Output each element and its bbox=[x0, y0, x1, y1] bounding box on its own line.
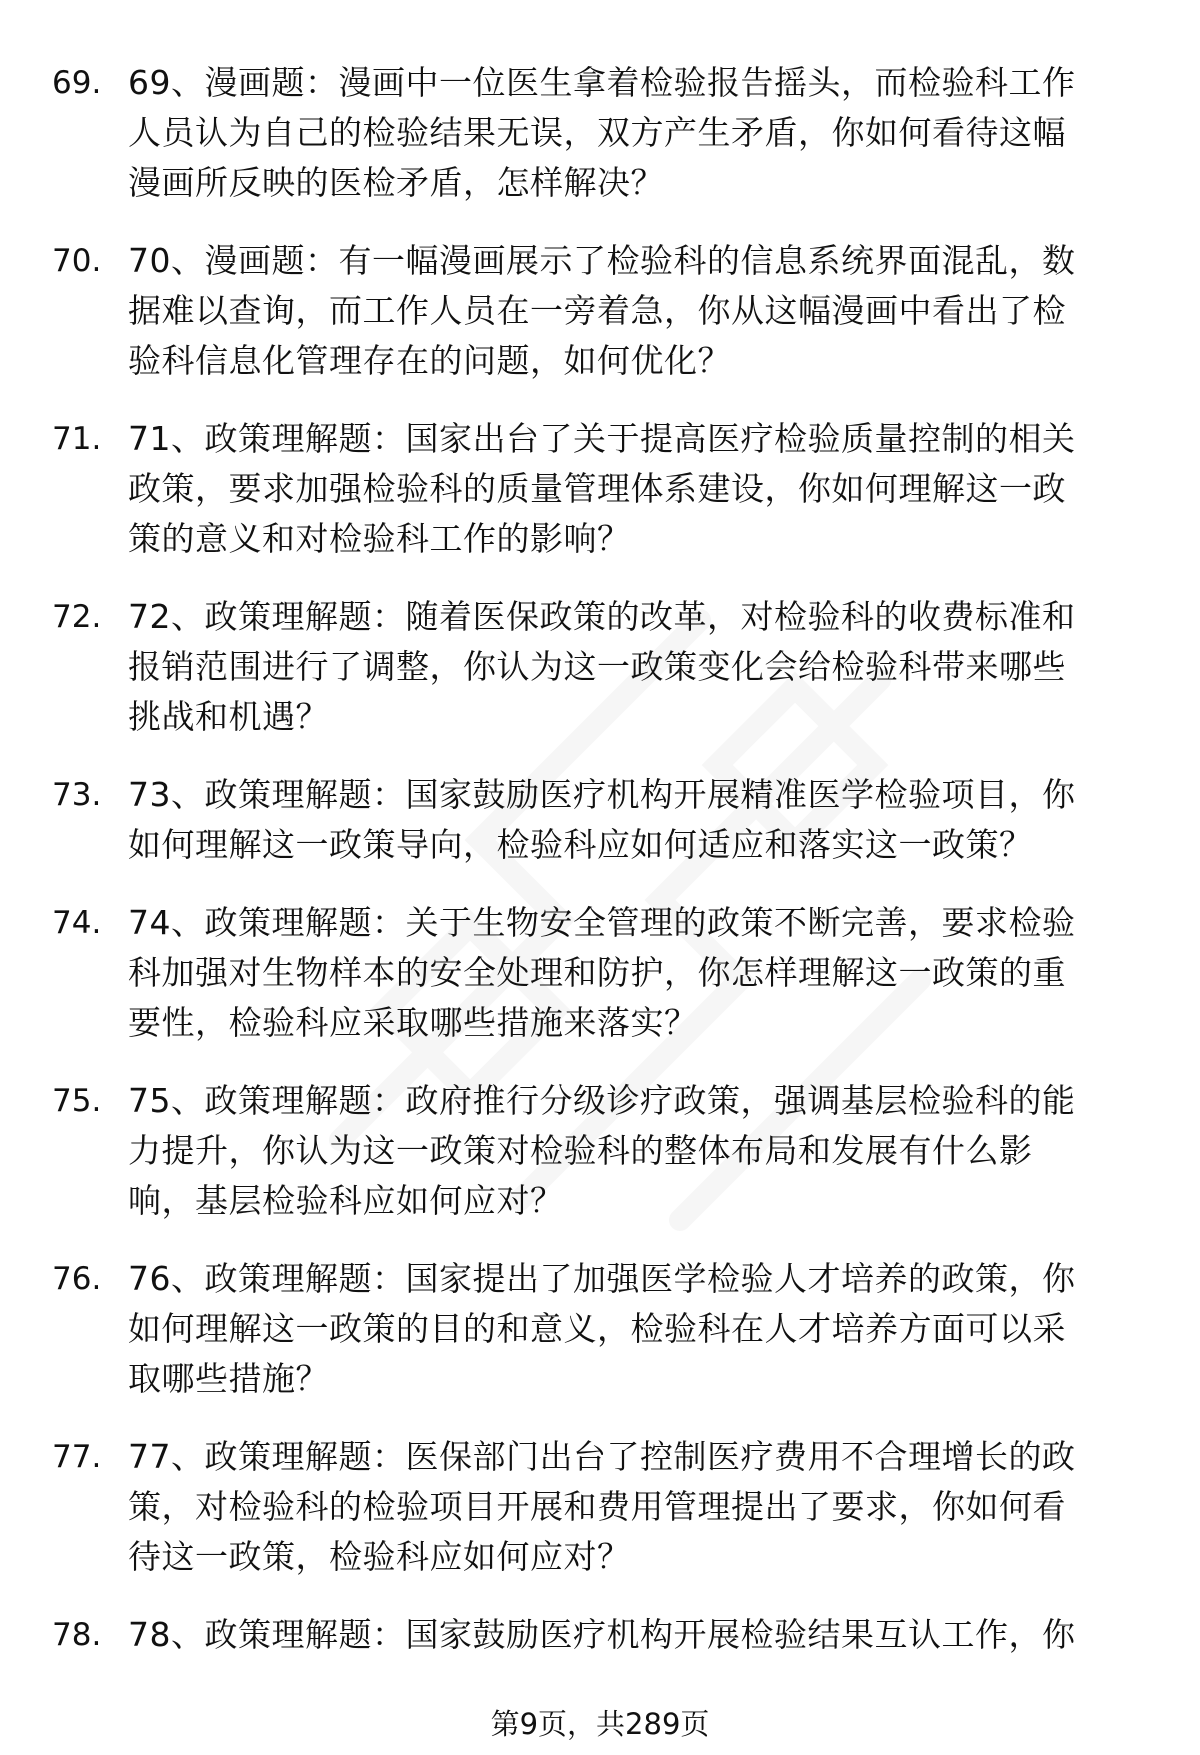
question-line: 政策，要求加强检验科的质量管理体系建设，你如何理解这一政 bbox=[128, 469, 1066, 508]
question-line: 如何理解这一政策的目的和意义，检验科在人才培养方面可以采 bbox=[128, 1309, 1066, 1348]
question-line: 力提升，你认为这一政策对检验科的整体布局和发展有什么影 bbox=[128, 1131, 1033, 1170]
question-line: 73、政策理解题：国家鼓励医疗机构开展精准医学检验项目，你 bbox=[128, 775, 1076, 814]
question-line: 报销范围进行了调整，你认为这一政策变化会给检验科带来哪些 bbox=[128, 647, 1066, 686]
question-line: 待这一政策，检验科应如何应对？ bbox=[128, 1537, 631, 1576]
question-line: 要性，检验科应采取哪些措施来落实？ bbox=[128, 1003, 698, 1042]
question-line: 响，基层检验科应如何应对？ bbox=[128, 1181, 564, 1220]
question-line: 69、漫画题：漫画中一位医生拿着检验报告摇头，而检验科工作 bbox=[128, 63, 1076, 102]
question-text bbox=[128, 236, 1148, 386]
question-line: 77、政策理解题：医保部门出台了控制医疗费用不合理增长的政 bbox=[128, 1437, 1076, 1476]
question-line: 74、政策理解题：关于生物安全管理的政策不断完善，要求检验 bbox=[128, 903, 1076, 942]
question-line: 78、政策理解题：国家鼓励医疗机构开展检验结果互认工作，你 bbox=[128, 1615, 1076, 1654]
question-number: 69. bbox=[52, 65, 102, 101]
question-item-70 bbox=[0, 236, 1200, 414]
question-line: 漫画所反映的医检矛盾，怎样解决？ bbox=[128, 163, 664, 202]
question-number: 74. bbox=[52, 905, 102, 941]
question-item-71 bbox=[0, 414, 1200, 592]
question-list bbox=[0, 58, 1200, 1670]
question-text bbox=[128, 1610, 1148, 1660]
question-line: 取哪些措施？ bbox=[128, 1359, 329, 1398]
question-text bbox=[128, 58, 1148, 208]
question-line: 科加强对生物样本的安全处理和防护，你怎样理解这一政策的重 bbox=[128, 953, 1066, 992]
question-line: 如何理解这一政策导向，检验科应如何适应和落实这一政策？ bbox=[128, 825, 1033, 864]
question-line: 71、政策理解题：国家出台了关于提高医疗检验质量控制的相关 bbox=[128, 419, 1076, 458]
question-number: 75. bbox=[52, 1083, 102, 1119]
question-line: 据难以查询，而工作人员在一旁着急，你从这幅漫画中看出了检 bbox=[128, 291, 1066, 330]
question-item-76 bbox=[0, 1254, 1200, 1432]
question-item-74 bbox=[0, 898, 1200, 1076]
question-item-72 bbox=[0, 592, 1200, 770]
question-text bbox=[128, 414, 1148, 564]
question-item-73 bbox=[0, 770, 1200, 898]
question-item-78 bbox=[0, 1610, 1200, 1670]
question-line: 72、政策理解题：随着医保政策的改革，对检验科的收费标准和 bbox=[128, 597, 1076, 636]
question-line: 验科信息化管理存在的问题，如何优化？ bbox=[128, 341, 731, 380]
question-number: 77. bbox=[52, 1439, 102, 1475]
question-line: 人员认为自己的检验结果无误，双方产生矛盾，你如何看待这幅 bbox=[128, 113, 1066, 152]
question-line: 76、政策理解题：国家提出了加强医学检验人才培养的政策，你 bbox=[128, 1259, 1076, 1298]
question-number: 73. bbox=[52, 777, 102, 813]
question-text bbox=[128, 898, 1148, 1048]
question-number: 71. bbox=[52, 421, 102, 457]
question-line: 挑战和机遇？ bbox=[128, 697, 329, 736]
question-number: 70. bbox=[52, 243, 102, 279]
question-text bbox=[128, 1432, 1148, 1582]
question-line: 策，对检验科的检验项目开展和费用管理提出了要求，你如何看 bbox=[128, 1487, 1066, 1526]
question-number: 72. bbox=[52, 599, 102, 635]
question-text bbox=[128, 1076, 1148, 1226]
page-footer: 第9页，共289页 bbox=[490, 1707, 710, 1741]
question-line: 策的意义和对检验科工作的影响？ bbox=[128, 519, 631, 558]
question-number: 76. bbox=[52, 1261, 102, 1297]
question-item-75 bbox=[0, 1076, 1200, 1254]
question-text bbox=[128, 592, 1148, 742]
question-number: 78. bbox=[52, 1617, 102, 1653]
question-line: 70、漫画题：有一幅漫画展示了检验科的信息系统界面混乱，数 bbox=[128, 241, 1076, 280]
question-line: 75、政策理解题：政府推行分级诊疗政策，强调基层检验科的能 bbox=[128, 1081, 1076, 1120]
question-item-69 bbox=[0, 58, 1200, 236]
question-text bbox=[128, 1254, 1148, 1404]
question-item-77 bbox=[0, 1432, 1200, 1610]
question-text bbox=[128, 770, 1148, 870]
